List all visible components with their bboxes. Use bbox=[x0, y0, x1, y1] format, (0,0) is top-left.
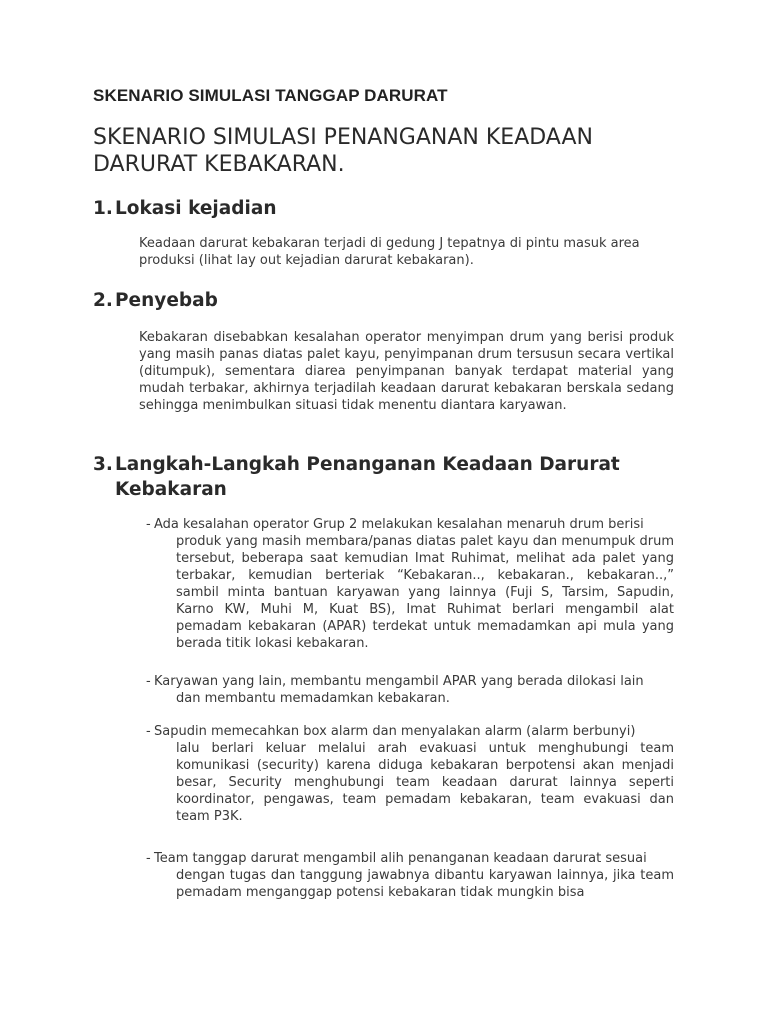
section-number: 2. bbox=[93, 290, 113, 311]
bullet-text bbox=[154, 850, 674, 901]
bullet-continuation: produk yang masih membara/panas diatas palet kayu dan menumpuk drum tersebut, beberapa saat kemudian Imat Ruhimat, melihat ada palet yang terbakar, kemudian berteriak “Kebakaran.., kebakaran., kebakaran..,” sambil minta bantuan karyawan yang lainnya (Fuji S, Tarsim, Sapudin, Karno KW, Muhi M, Kuat BS), Imat Ruhimat berlari mengambil alat pemadam kebakaran (APAR) terdekat untuk memadamkan api mula yang berada titik lokasi kebakaran. bbox=[176, 534, 674, 651]
section-number: 3. bbox=[93, 454, 113, 475]
list-item bbox=[146, 850, 674, 901]
bullet-first-line: Karyawan yang lain, membantu mengambil APAR yang berada dilokasi lain bbox=[154, 674, 644, 689]
section-body-lokasi: Keadaan darurat kebakaran terjadi di gedung J tepatnya di pintu masuk area produksi (lihat lay out kejadian darurat kebakaran). bbox=[139, 236, 640, 268]
list-item bbox=[146, 673, 674, 707]
bullet-dash: - bbox=[146, 674, 151, 689]
main-heading: SKENARIO SIMULASI PENANGANAN KEADAAN DARURAT KEBAKARAN. bbox=[93, 125, 593, 177]
list-item bbox=[146, 723, 674, 825]
section-title: Penyebab bbox=[115, 290, 218, 311]
bullet-first-line: Ada kesalahan operator Grup 2 melakukan kesalahan menaruh drum berisi bbox=[154, 517, 644, 532]
section-number: 1. bbox=[93, 198, 113, 219]
section-heading-lokasi bbox=[93, 196, 277, 221]
bullet-dash: - bbox=[146, 517, 151, 532]
section-title: Lokasi kejadian bbox=[115, 198, 277, 219]
bullet-continuation: dengan tugas dan tanggung jawabnya dibantu karyawan lainnya, jika team pemadam menganggap potensi kebakaran tidak mungkin bisa bbox=[176, 868, 674, 900]
bullet-dash: - bbox=[146, 724, 151, 739]
bullet-continuation: lalu berlari keluar melalui arah evakuasi untuk menghubungi team komunikasi (security) karena diduga kebakaran berpotensi akan menjadi besar, Security menghubungi team keadaan darurat lainnya seperti koordinator, pengawas, team pemadam kebakaran, team evakuasi dan team P3K. bbox=[176, 741, 674, 824]
section-title: Langkah-Langkah Penanganan Keadaan Darurat Kebakaran bbox=[115, 454, 620, 500]
bullet-first-line: Team tanggap darurat mengambil alih penanganan keadaan darurat sesuai bbox=[154, 851, 647, 866]
bullet-continuation: dan membantu memadamkan kebakaran. bbox=[176, 691, 450, 706]
bullet-dash: - bbox=[146, 851, 151, 866]
section-body-penyebab: Kebakaran disebabkan kesalahan operator menyimpan drum yang berisi produk yang masih panas diatas palet kayu, penyimpanan drum tersusun secara vertikal (ditumpuk), sementara diarea penyimpanan banyak terdapat material yang mudah terbakar, akhirnya terjadilah keadaan darurat kebakaran berskala sedang sehingga menimbulkan situasi tidak menentu diantara karyawan. bbox=[139, 330, 674, 413]
list-item bbox=[146, 516, 674, 652]
bullet-text bbox=[154, 516, 674, 652]
section-heading-penyebab bbox=[93, 288, 218, 313]
bullet-first-line: Sapudin memecahkan box alarm dan menyalakan alarm (alarm berbunyi) bbox=[154, 724, 636, 739]
section-heading-langkah bbox=[93, 452, 653, 502]
bullet-text bbox=[154, 673, 674, 707]
bullet-text bbox=[154, 723, 674, 825]
document-title: SKENARIO SIMULASI TANGGAP DARURAT bbox=[93, 86, 448, 105]
